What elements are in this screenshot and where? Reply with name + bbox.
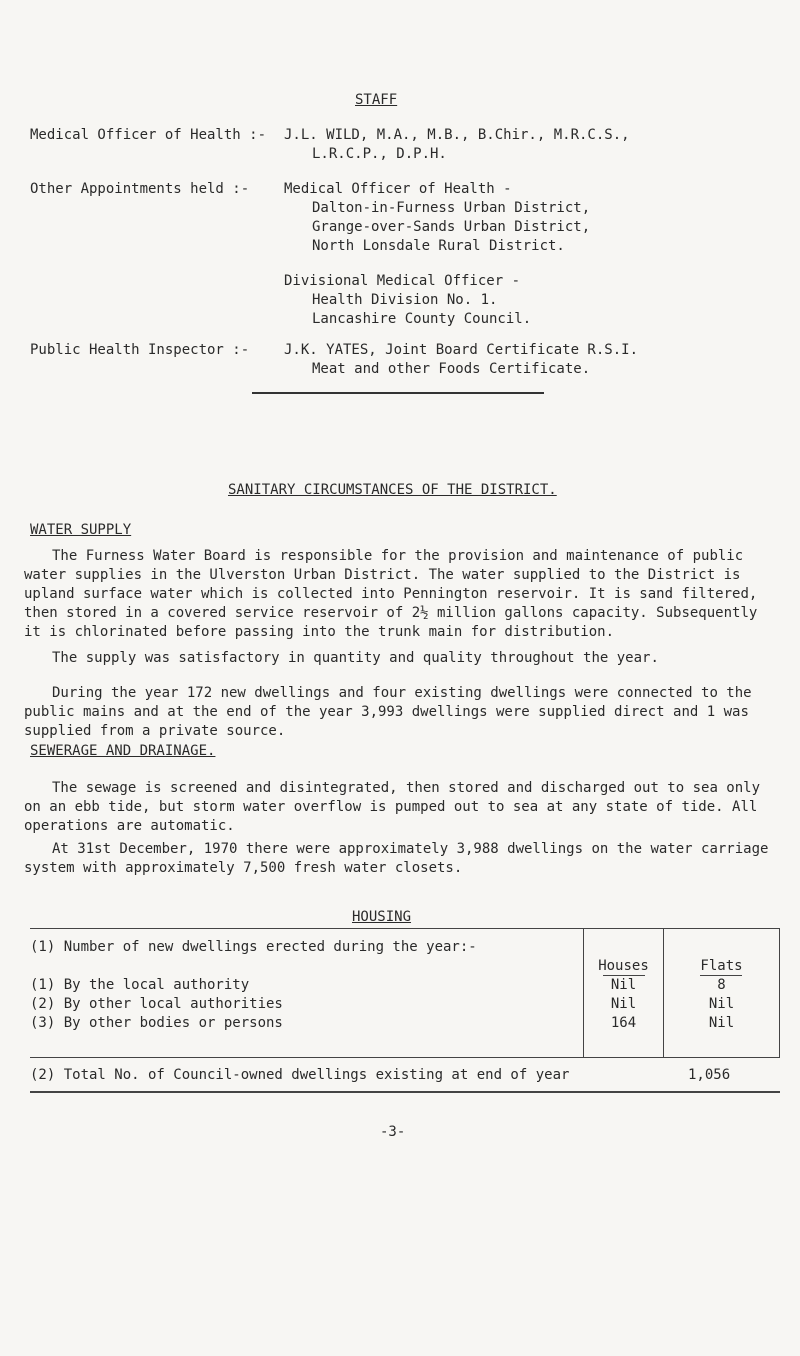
table-column-divider — [663, 1015, 664, 1057]
table-cell-houses: Nil — [610, 977, 637, 993]
page-number: -3- — [380, 1124, 406, 1140]
table-cell-flats: 8 — [717, 977, 726, 993]
other-appointment-line: Medical Officer of Health - — [284, 181, 512, 197]
table-column-divider — [779, 928, 780, 1016]
header-underline — [700, 975, 742, 976]
table-cell-houses: Nil — [610, 996, 637, 1012]
moh-label: Medical Officer of Health :- — [30, 127, 267, 143]
table-bottom-rule — [30, 1057, 780, 1058]
other-appointment-line: North Lonsdale Rural District. — [312, 238, 565, 254]
water-paragraph: The supply was satisfactory in quantity and quality throughout the year. — [52, 650, 659, 666]
moh-name: J.L. WILD, M.A., M.B., B.Chir., M.R.C.S., — [284, 127, 630, 143]
water-paragraph: The Furness Water Board is responsible for the provision and maintenance of public water supplies in the Ulverston Urban District. The water supplied to the District is upland surface water which is collected into Pennington reservoir. It is sand filtered, then stored in a covered service reservoir of 2½ million gallons capacity. Subsequently it is chlorinated before passing into the trunk main for distribution. — [24, 548, 758, 640]
sewerage-paragraph: At 31st December, 1970 there were approximately 3,988 dwellings on the water carriage system with approximately 7,500 fresh water closets. — [24, 841, 769, 876]
phi-line: J.K. YATES, Joint Board Certificate R.S.I. — [284, 342, 639, 358]
other-appointments-label: Other Appointments held :- — [30, 181, 250, 197]
sewerage-paragraph: The sewage is screened and disintegrated, then stored and discharged out to sea only on an ebb tide, but storm water overflow is pumped out to sea at any state of tide. All operations are automatic. — [24, 780, 761, 834]
water-supply-heading: WATER SUPPLY — [30, 522, 132, 538]
table-row-label: (2) By other local authorities — [30, 996, 283, 1012]
sewerage-heading: SEWERAGE AND DRAINAGE. — [30, 743, 216, 759]
col-houses-header: Houses — [598, 958, 649, 974]
other-appointment-line: Divisional Medical Officer - — [284, 273, 521, 289]
sanitary-heading: SANITARY CIRCUMSTANCES OF THE DISTRICT. — [228, 482, 557, 498]
table-cell-houses: 164 — [610, 1015, 637, 1031]
other-appointment-line: Grange-over-Sands Urban District, — [312, 219, 591, 235]
table-row-label: (3) By other bodies or persons — [30, 1015, 283, 1031]
table-column-divider — [779, 1015, 780, 1057]
housing-heading: HOUSING — [352, 909, 412, 925]
phi-line: Meat and other Foods Certificate. — [312, 361, 591, 377]
staff-heading: STAFF — [355, 92, 398, 108]
housing-q2-label: (2) Total No. of Council-owned dwellings existing at end of year — [30, 1067, 570, 1083]
section-divider — [252, 392, 544, 394]
housing-q1-label: (1) Number of new dwellings erected during the year:- — [30, 939, 477, 955]
table-cell-flats: Nil — [708, 996, 735, 1012]
housing-q2-value: 1,056 — [688, 1067, 731, 1083]
col-flats-header: Flats — [700, 958, 743, 974]
other-appointment-line: Dalton-in-Furness Urban District, — [312, 200, 591, 216]
other-appointment-line: Health Division No. 1. — [312, 292, 498, 308]
footer-rule — [30, 1091, 780, 1093]
table-cell-flats: Nil — [708, 1015, 735, 1031]
table-column-divider — [583, 1015, 584, 1057]
phi-label: Public Health Inspector :- — [30, 342, 250, 358]
table-top-rule — [30, 928, 780, 929]
table-row-label: (1) By the local authority — [30, 977, 250, 993]
moh-qualifications: L.R.C.P., D.P.H. — [312, 146, 447, 162]
header-underline — [603, 975, 645, 976]
water-paragraph: During the year 172 new dwellings and four existing dwellings were connected to the public mains and at the end of the year 3,993 dwellings were supplied direct and 1 was supplied from a private source. — [24, 685, 752, 739]
other-appointment-line: Lancashire County Council. — [312, 311, 532, 327]
